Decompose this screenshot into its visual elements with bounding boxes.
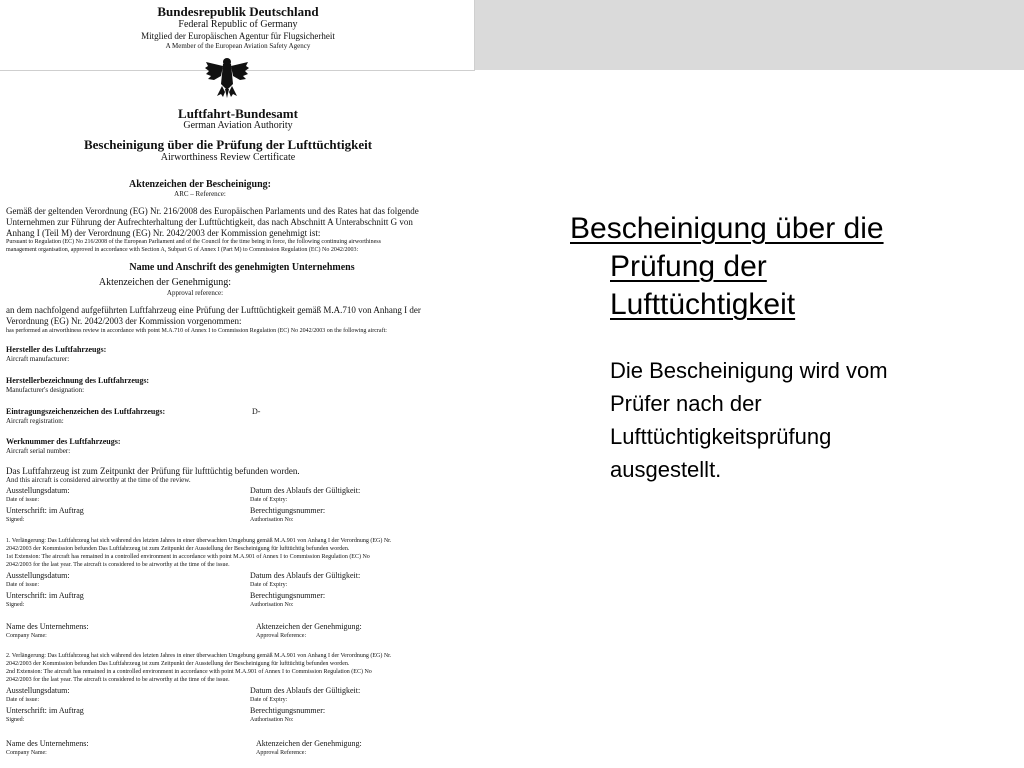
slide-title-line-2: Prüfung der	[610, 250, 767, 283]
ext1-issue-date-label: Ausstellungsdatum:	[6, 571, 70, 580]
ext1-company-name-label-en: Company Name:	[6, 633, 47, 639]
ext2-company-name-label: Name des Unternehmens:	[6, 739, 89, 748]
manufacturer-label-en: Aircraft manufacturer:	[6, 355, 70, 363]
federal-eagle-icon	[204, 54, 250, 98]
approval-label-en: Approval reference:	[166, 289, 224, 297]
ext2-issue-date-label-en: Date of issue:	[6, 697, 39, 703]
authority-name: Luftfahrt-Bundesamt	[178, 106, 298, 121]
review-en: has performed an airworthiness review in accordance with point M.A.710 of Annex I to Commission Regulation (EC) No 2042/2003 on the following aircraft:	[6, 328, 387, 334]
ext1-auth-no-label: Berechtigungsnummer:	[250, 591, 326, 600]
manufacturer-label: Hersteller des Luftfahrzeugs:	[6, 345, 107, 354]
slide-body-line-4: ausgestellt.	[610, 457, 722, 482]
ext1-signed-label-en: Signed:	[6, 602, 25, 608]
ext1-company-name-label: Name des Unternehmens:	[6, 622, 89, 631]
extension2-de-2: 2042/2003 der Kommission befunden Das Luftfahrzeug ist zum Zeitpunkt der Ausstellung der Bescheinigung für lufttüchtig befunden worden.	[6, 661, 350, 667]
extension1-de-1: 1. Verlängerung: Das Luftfahrzeug hat sich während des letzten Jahres in einer überwachten Umgebung gemäß M.A.901 von Anhang I der Verordnung (EG) Nr.	[6, 538, 392, 544]
ext1-issue-date-label-en: Date of issue:	[6, 582, 39, 588]
expiry-label: Datum des Ablaufs der Gültigkeit:	[250, 486, 361, 495]
signed-label-en: Signed:	[6, 517, 25, 523]
ext2-expiry-label: Datum des Ablaufs der Gültigkeit:	[250, 686, 361, 695]
ext2-approval-ref-label: Aktenzeichen der Genehmigung:	[256, 739, 362, 748]
ext2-expiry-label-en: Date of Expiry:	[250, 697, 288, 703]
certificate-country: Bundesrepublik Deutschland	[157, 4, 319, 19]
designation-label: Herstellerbezeichnung des Luftfahrzeugs:	[6, 376, 150, 385]
intro-de-2: Unternehmen zur Führung der Aufrechterhaltung der Lufttüchtigkeit, das nach Abschnitt A Unterabschnitt G von	[6, 217, 413, 227]
reference-label: Aktenzeichen der Bescheinigung:	[128, 179, 272, 190]
airworthy-de: Das Luftfahrzeug ist zum Zeitpunkt der Prüfung für lufttüchtig befunden worden.	[6, 466, 300, 476]
serial-label: Werknummer des Luftfahrzeugs:	[6, 437, 121, 446]
slide-title-line-3: Lufttüchtigkeit	[610, 288, 796, 321]
ext2-signed-label-en: Signed:	[6, 717, 25, 723]
registration-value: D-	[252, 407, 261, 416]
ext2-auth-no-label-en: Authorisation No:	[250, 717, 294, 723]
certificate-member: Mitglied der Europäischen Agentur für Flugsicherheit	[141, 31, 335, 41]
review-de-1: an dem nachfolgend aufgeführten Luftfahrzeug eine Prüfung der Lufttüchtigkeit gemäß M.A.710 von Anhang I der	[6, 305, 421, 315]
reference-label-en: ARC – Reference:	[174, 190, 226, 198]
extension1-en-2: 2042/2003 for the last year. The aircraft is considered to be airworthy at the time of the issue.	[6, 562, 230, 568]
org-name-label: Name und Anschrift des genehmigten Unternehmens	[129, 262, 355, 273]
extension1-de-2: 2042/2003 der Kommission befunden Das Luftfahrzeug ist zum Zeitpunkt der Ausstellung der Bescheinigung für lufttüchtig befunden worden.	[6, 546, 350, 552]
slide-body-line-2: Prüfer nach der	[610, 391, 762, 416]
slide-title-line-1: Bescheinigung über die	[570, 212, 884, 245]
auth-no-label-en: Authorisation No:	[250, 517, 294, 523]
extension2-de-1: 2. Verlängerung: Das Luftfahrzeug hat sich während des letzten Jahres in einer überwachten Umgebung gemäß M.A.901 von Anhang I der Verordnung (EG) Nr.	[6, 653, 392, 659]
registration-label: Eintragungszeichenzeichen des Luftfahrzeugs:	[6, 407, 166, 416]
serial-label-en: Aircraft serial number:	[6, 447, 71, 455]
intro-de-3: Anhang I (Teil M) der Verordnung (EG) Nr. 2042/2003 der Kommission genehmigt ist:	[6, 228, 321, 238]
ext1-approval-ref-label-en: Approval Reference:	[256, 633, 307, 639]
intro-en-1: Pursuant to Regulation (EC) No 216/2008 of the European Parliament and of the Council for the time being in force, the following continuing airworthiness	[6, 239, 381, 245]
extension2-en-2: 2042/2003 for the last year. The aircraft is considered to be airworthy at the time of the issue.	[6, 677, 230, 683]
extension1-en-1: 1st Extension: The aircraft has remained in a controlled environment in accordance with point M.A.901 of Annex I to Commission Regulation (EC) No	[6, 554, 370, 560]
slide-title	[570, 210, 990, 324]
ext1-expiry-label-en: Date of Expiry:	[250, 582, 288, 588]
certificate-country-en: Federal Republic of Germany	[178, 19, 298, 30]
review-de-2: Verordnung (EG) Nr. 2042/2003 der Kommission vorgenommen:	[6, 316, 242, 326]
issue-date-label-en: Date of issue:	[6, 497, 39, 503]
ext2-signed-label: Unterschrift: im Auftrag	[6, 706, 84, 715]
ext2-approval-ref-label-en: Approval Reference:	[256, 750, 307, 756]
ext1-signed-label: Unterschrift: im Auftrag	[6, 591, 84, 600]
authority-name-en: German Aviation Authority	[183, 120, 293, 131]
certificate-member-en: A Member of the European Aviation Safety Agency	[165, 42, 311, 50]
certificate-title: Bescheinigung über die Prüfung der Lufttüchtigkeit	[83, 137, 373, 152]
auth-no-label: Berechtigungsnummer:	[250, 506, 326, 515]
issue-date-label: Ausstellungsdatum:	[6, 486, 70, 495]
extension2-en-1: 2nd Extension: The aircraft has remained in a controlled environment in accordance with point M.A.901 of Annex I to Commission Regulation (EC) No	[6, 669, 372, 675]
ext2-auth-no-label: Berechtigungsnummer:	[250, 706, 326, 715]
ext2-company-name-label-en: Company Name:	[6, 750, 47, 756]
intro-de-1: Gemäß der geltenden Verordnung (EG) Nr. 216/2008 des Europäischen Parlaments und des Rates hat das folgende	[6, 206, 419, 216]
ext1-approval-ref-label: Aktenzeichen der Genehmigung:	[256, 622, 362, 631]
certificate-document	[0, 0, 476, 768]
ext1-expiry-label: Datum des Ablaufs der Gültigkeit:	[250, 571, 361, 580]
approval-label: Aktenzeichen der Genehmigung:	[98, 277, 232, 288]
ext2-issue-date-label: Ausstellungsdatum:	[6, 686, 70, 695]
signed-label: Unterschrift: im Auftrag	[6, 506, 84, 515]
ext1-auth-no-label-en: Authorisation No:	[250, 602, 294, 608]
slide-body-line-3: Lufttüchtigkeitsprüfung	[610, 424, 832, 449]
registration-label-en: Aircraft registration:	[6, 417, 64, 425]
designation-label-en: Manufacturer's designation:	[6, 386, 85, 394]
airworthy-en: And this aircraft is considered airworthy at the time of the review.	[6, 476, 191, 484]
top-gray-band	[474, 0, 1024, 70]
slide-body-text	[610, 354, 990, 486]
certificate-title-en: Airworthiness Review Certificate	[160, 152, 296, 163]
expiry-label-en: Date of Expiry:	[250, 497, 288, 503]
intro-en-2: management organisation, approved in accordance with Section A, Subpart G of Annex I (Part M) to Commission Regulation (EC) No 2042/2003:	[6, 247, 359, 253]
slide-body-line-1: Die Bescheinigung wird vom	[610, 358, 888, 383]
